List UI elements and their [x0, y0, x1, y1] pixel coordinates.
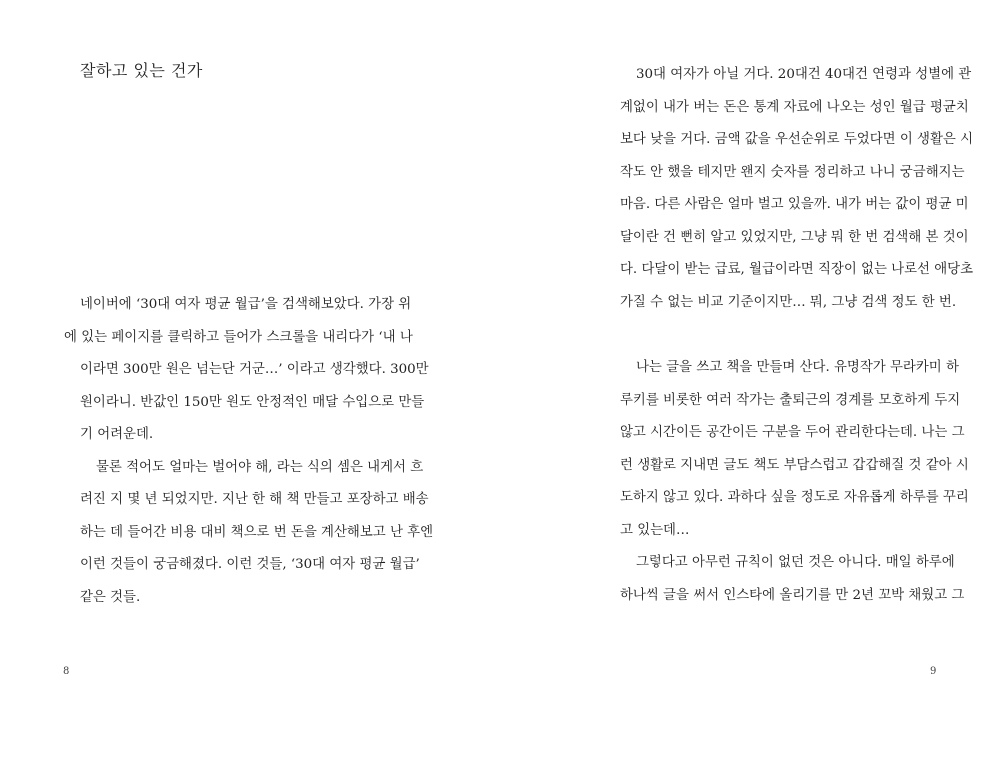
text-line: 달이란 건 뻔히 알고 있었지만, 그냥 뭐 한 번 검색해 본 것이 — [620, 229, 969, 245]
left-page-body — [64, 289, 434, 614]
text-line: 하나씩 글을 써서 인스타에 올리기를 만 2년 꼬박 채웠고 그 — [620, 587, 965, 603]
paragraph — [604, 59, 974, 319]
text-line: 원이라니. 반값인 150만 원도 안정적인 매달 수입으로 만들 — [80, 394, 425, 410]
text-line: 같은 것들. — [80, 589, 141, 605]
paragraph — [64, 452, 434, 615]
text-line: 물론 적어도 얼마는 벌어야 해, 라는 식의 셈은 내게서 흐 — [96, 459, 424, 475]
text-line: 도하지 않고 있다. 과하다 싶을 정도로 자유롭게 하루를 꾸리 — [620, 490, 969, 505]
paragraph — [604, 352, 969, 547]
text-line: 고 있는데… — [620, 522, 690, 538]
text-line: 루키를 비롯한 여러 작가는 출퇴근의 경계를 모호하게 두지 — [620, 392, 961, 408]
paragraph — [604, 547, 965, 612]
chapter-title: 잘하고 있는 건가 — [80, 61, 203, 80]
text-line: 이라면 300만 원은 넘는단 거군…’ 이라고 생각했다. 300만 — [80, 362, 429, 377]
text-line: 계없이 내가 버는 돈은 통계 자료에 나오는 성인 월급 평균치 — [620, 99, 969, 115]
text-line: 기 어려운데. — [80, 427, 154, 442]
text-line: 가질 수 없는 비교 기준이지만… 뭐, 그냥 검색 정도 한 번. — [620, 294, 957, 310]
text-line: 30대 여자가 아닐 거다. 20대건 40대건 연령과 성별에 관 — [636, 67, 972, 82]
text-line: 이런 것들이 궁금해졌다. 이런 것들, ‘30대 여자 평균 월급’ — [80, 557, 420, 572]
right-page-body — [604, 59, 974, 612]
text-line: 려진 지 몇 년 되었지만. 지난 한 해 책 만들고 포장하고 배송 — [80, 492, 429, 507]
paragraph-gap — [604, 319, 939, 352]
text-line: 나는 글을 쓰고 책을 만들며 산다. 유명작가 무라카미 하 — [636, 360, 959, 375]
page-number: 8 — [63, 666, 70, 677]
text-line: 하는 데 들어간 비용 대비 책으로 번 돈을 계산해보고 난 후엔 — [80, 524, 434, 540]
text-line: 작도 안 했을 테지만 왠지 숫자를 정리하고 나니 궁금해지는 — [620, 164, 965, 180]
text-line: 않고 시간이든 공간이든 구분을 두어 관리한다는데. 나는 그 — [620, 425, 965, 440]
page-number: 9 — [930, 666, 937, 677]
text-line: 그렇다고 아무런 규칙이 없던 것은 아니다. 매일 하루에 — [636, 555, 955, 570]
text-line: 다. 다달이 받는 급료, 월급이라면 직장이 없는 나로선 애당초 — [620, 262, 974, 277]
text-line: 런 생활로 지내면 글도 책도 부담스럽고 갑갑해질 것 같아 시 — [620, 457, 969, 473]
text-line: 보다 낮을 거다. 금액 값을 우선순위로 두었다면 이 생활은 시 — [620, 132, 974, 147]
text-line: 마음. 다른 사람은 얼마 벌고 있을까. 내가 버는 값이 평균 미 — [620, 197, 969, 212]
paragraph — [64, 289, 429, 452]
text-line: 네이버에 ‘30대 여자 평균 월급’을 검색해보았다. 가장 위 — [80, 297, 412, 312]
text-line: 에 있는 페이지를 클릭하고 들어가 스크롤을 내리다가 ‘내 나 — [64, 329, 413, 345]
